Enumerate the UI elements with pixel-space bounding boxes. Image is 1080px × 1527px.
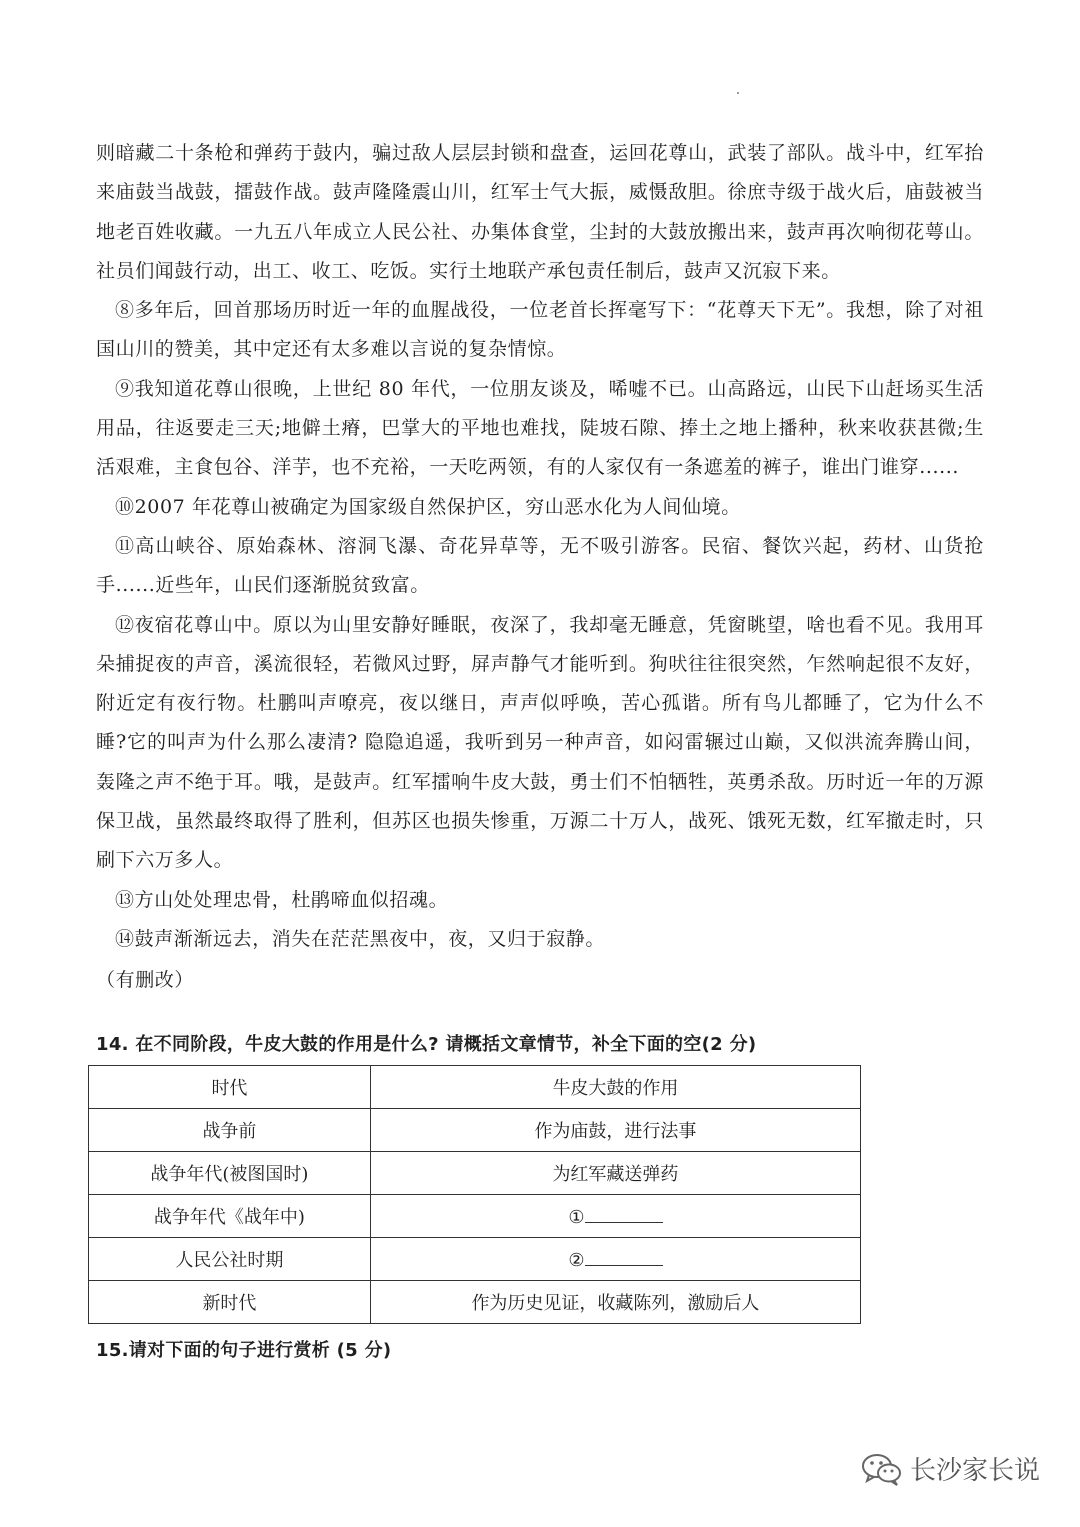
blank-marker: ① (568, 1207, 585, 1228)
watermark (860, 1450, 1040, 1487)
question-15-title: 15.请对下面的句子进行赏析 (5 分) (96, 1340, 392, 1361)
table-header-cell: 牛皮大鼓的作用 (370, 1066, 860, 1109)
role-cell-blank[interactable] (370, 1238, 860, 1281)
scan-speck (737, 92, 739, 94)
wechat-icon (860, 1451, 904, 1487)
passage-paragraph: ⑭鼓声渐渐远去，消失在茫茫黑夜中，夜，又归于寂静。 (115, 927, 606, 950)
role-cell: 作为庙鼓，进行法事 (370, 1109, 860, 1152)
answer-blank-2[interactable] (585, 1247, 663, 1266)
watermark-text: 长沙家长说 (909, 1456, 1040, 1486)
answer-blank-1[interactable] (585, 1204, 663, 1223)
passage-paragraph: ⑫夜宿花尊山中。原以为山里安静好睡眠，夜深了，我却毫无睡意，凭窗眺望，啥也看不见。我用耳朵捕捉夜的声音，溪流很轻，若微风过野，屏声静气才能听到。狗吠往往很突然，乍然响起很不友好，附近定有夜行物。杜鹏叫声嘹亮，夜以继日，声声似呼唤，苦心孤谐。所有鸟儿都睡了，它为什么不睡?它的叫声为什么那么凄清? 隐隐追遥，我听到另一种声音，如闷雷辗过山巅，又似洪流奔腾山间，轰隆之声不绝于耳。哦，是鼓声。红军擂响牛皮大鼓，勇士们不怕牺牲，英勇杀敌。历时近一年的万源保卫战，虽然最终取得了胜利，但苏区也损失惨重，万源二十万人，战死、饿死无数，红军撤走时，只刷下六万多人。 (96, 613, 984, 872)
era-cell: 战争年代(被图国时) (89, 1152, 371, 1195)
passage-paragraph: ⑬方山处处理忠骨，杜鹃啼血似招魂。 (115, 888, 449, 911)
table-row (89, 1152, 861, 1195)
question-14-title: 14. 在不同阶段，牛皮大鼓的作用是什么? 请概括文章情节，补全下面的空(2 分) (96, 1034, 757, 1055)
role-cell: 作为历史见证，收藏陈列，激励后人 (370, 1281, 860, 1324)
era-cell: 新时代 (89, 1281, 371, 1324)
table-row (89, 1238, 861, 1281)
table-row (89, 1109, 861, 1152)
table-header-cell: 时代 (89, 1066, 371, 1109)
passage-paragraph: ⑧多年后，回首那场历时近一年的血腥战役，一位老首长挥毫写下：“花尊天下无”。我想，除了对祖国山川的赞美，其中定还有太多难以言说的复杂情惊。 (96, 299, 984, 361)
role-cell-blank[interactable] (370, 1195, 860, 1238)
era-cell: 战争年代《战年中) (89, 1195, 371, 1238)
reading-passage (96, 134, 984, 1001)
table-row (89, 1281, 861, 1324)
role-cell: 为红军藏送弹药 (370, 1152, 860, 1195)
passage-paragraph: ⑪高山峡谷、原始森林、溶洞飞瀑、奇花异草等，无不吸引游客。民宿、餐饮兴起，药材、山货抢手......近些年，山民们逐渐脱贫致富。 (96, 534, 984, 597)
source-note: （有删改） (96, 969, 195, 992)
answer-table (88, 1065, 861, 1324)
passage-paragraph: 则暗藏二十条枪和弹药于鼓内，骗过敌人层层封锁和盘查，运回花尊山，武装了部队。战斗中，红军抬来庙鼓当战鼓，擂鼓作战。鼓声隆隆震山川，红军士气大振，威慑敌胆。徐庶寺级于战火后，庙鼓被当地老百姓收藏。一九五八年成立人民公社、办集体食堂，尘封的大鼓放搬出来，鼓声再次响彻花萼山。社员们闻鼓行动，出工、收工、吃饭。实行土地联产承包责任制后，鼓声又沉寂下来。 (96, 142, 984, 282)
passage-paragraph: ⑩2007 年花尊山被确定为国家级自然保护区，穷山恶水化为人间仙境。 (115, 495, 741, 518)
era-cell: 战争前 (89, 1109, 371, 1152)
blank-marker: ② (568, 1250, 585, 1271)
table-row (89, 1195, 861, 1238)
table-header-row (89, 1066, 861, 1109)
era-cell: 人民公社时期 (89, 1238, 371, 1281)
passage-paragraph: ⑨我知道花尊山很晚，上世纪 80 年代，一位朋友谈及，唏嘘不已。山高路远，山民下山赶场买生活用品，往返要走三天;地僻土瘠，巴掌大的平地也难找，陡坡石隙、捧土之地上播种，秋来收获甚微;生活艰难，主食包谷、洋芋，也不充裕，一天吃两领，有的人家仅有一条遮羞的裤子，谁出门谁穿...... (96, 377, 984, 479)
